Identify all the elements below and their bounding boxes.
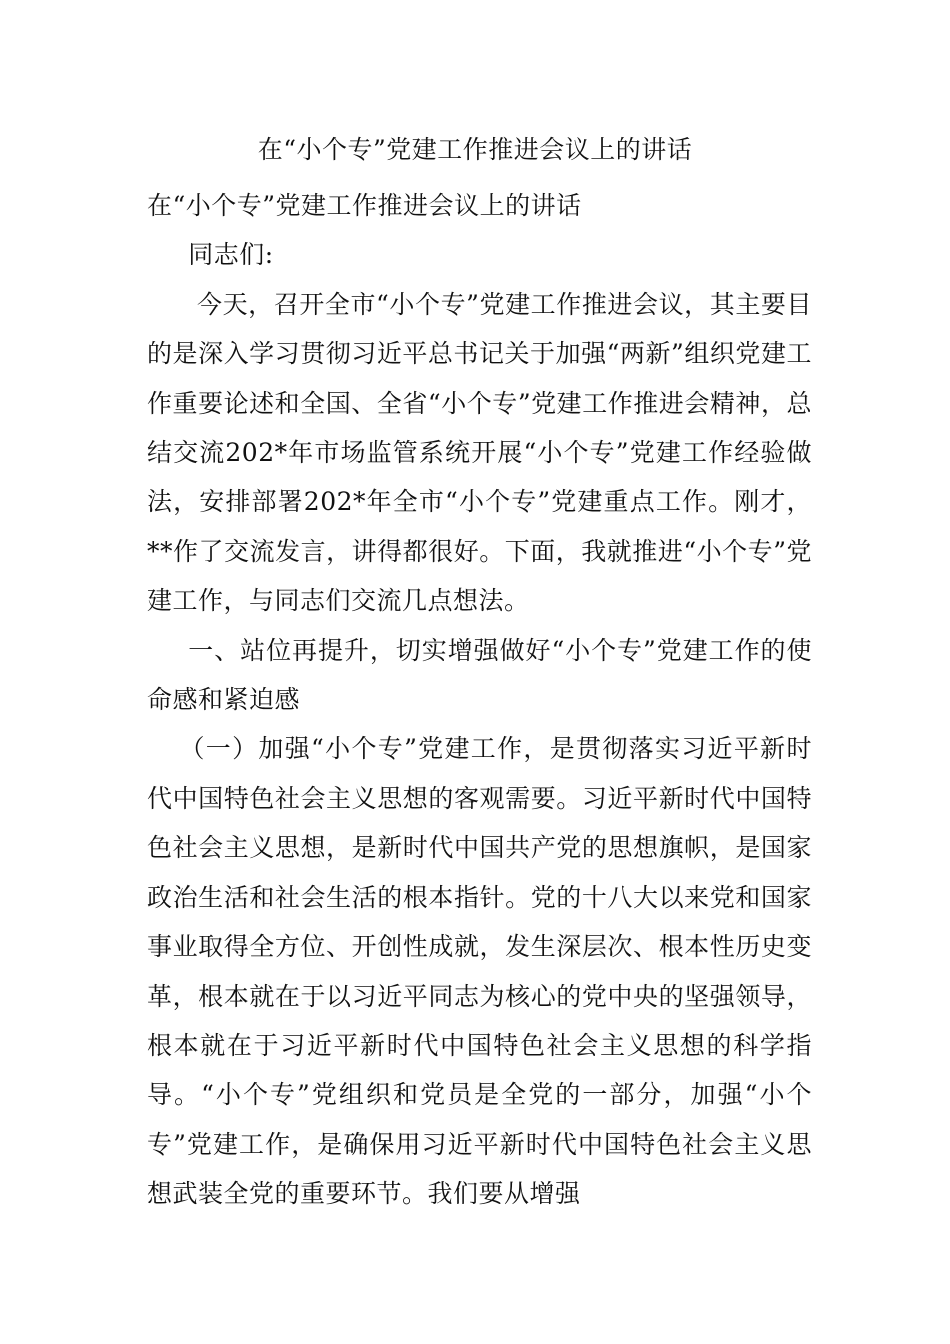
document-title: 在“小个专”党建工作推进会议上的讲话: [257, 135, 693, 164]
greeting: 同志们:: [188, 240, 274, 270]
section-heading: 一、站位再提升，切实增强做好“小个专”党建工作的使命感和紧迫感: [147, 635, 812, 715]
intro-paragraph: 今天，召开全市“小个专”党建工作推进会议，其主要目的是深入学习贯彻习近平总书记关于加强“两新”组织党建工作重要论述和全国、全省“小个专”党建工作推进会精神，总结交流202*年市场监管系统开展“小个专”党建工作经验做法，安排部署202*年全市“小个专”党建重点工作。刚才，**作了交流发言，讲得都很好。下面，我就推进“小个专”党建工作，与同志们交流几点想法。: [147, 289, 812, 616]
document-body: [147, 181, 812, 1219]
document-subtitle: 在“小个专”党建工作推进会议上的讲话: [147, 191, 582, 220]
subsection-paragraph: （一）加强“小个专”党建工作，是贯彻落实习近平新时代中国特色社会主义思想的客观需要。习近平新时代中国特色社会主义思想，是新时代中国共产党的思想旗帜，是国家政治生活和社会生活的根本指针。党的十八大以来党和国家事业取得全方位、开创性成就，发生深层次、根本性历史变革，根本就在于以习近平同志为核心的党中央的坚强领导，根本就在于习近平新时代中国特色社会主义思想的科学指导。“小个专”党组织和党员是全党的一部分，加强“小个专”党建工作，是确保用习近平新时代中国特色社会主义思想武装全党的重要环节。我们要从增强: [147, 734, 812, 1209]
